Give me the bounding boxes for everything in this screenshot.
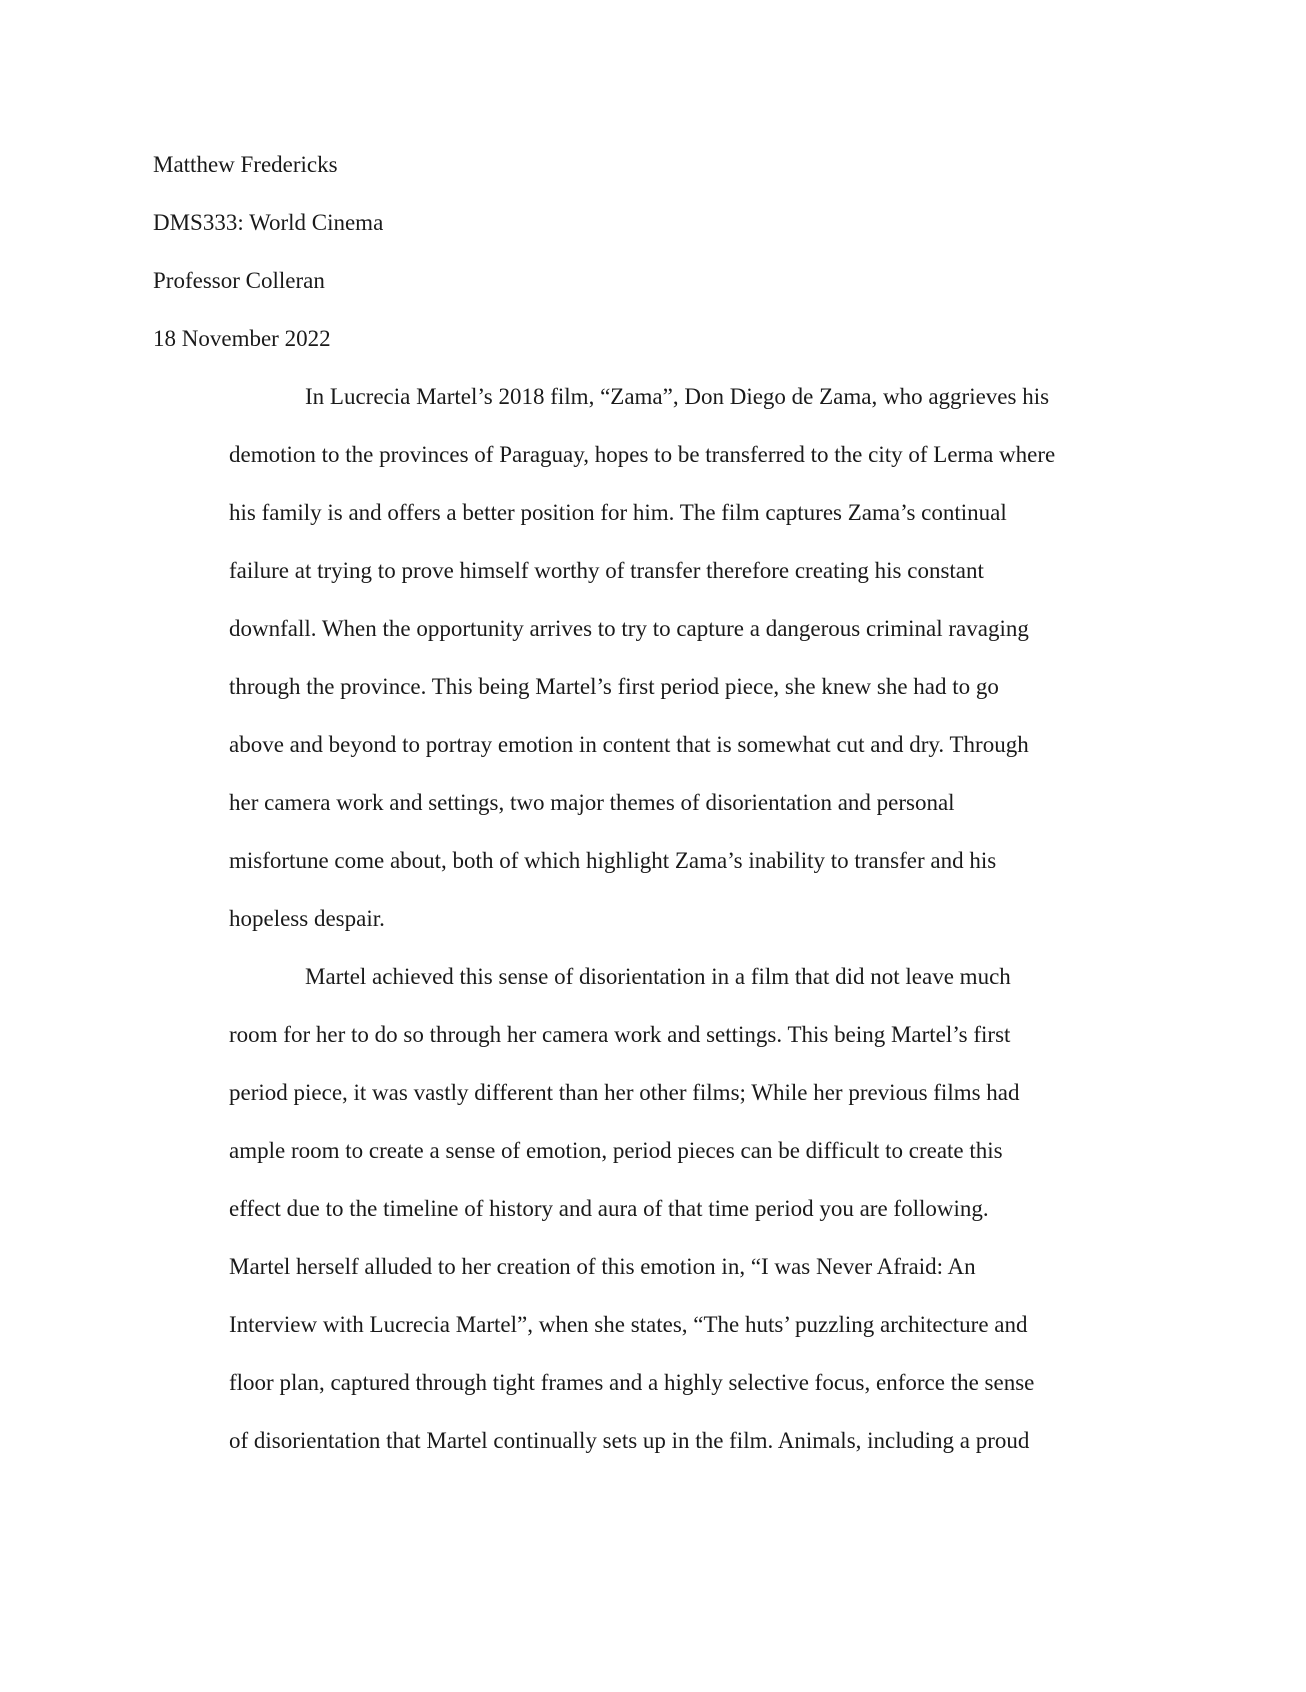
paragraph-2-line: effect due to the timeline of history and aura of that time period you are following. (229, 1196, 989, 1221)
paragraph-2-line: Martel achieved this sense of disorientation in a film that did not leave much (305, 964, 1011, 989)
paragraph-1-line: downfall. When the opportunity arrives to try to capture a dangerous criminal ravaging (229, 616, 1029, 641)
paragraph-2-line: Martel herself alluded to her creation of this emotion in, “I was Never Afraid: An (229, 1254, 976, 1279)
paragraph-2-line: room for her to do so through her camera work and settings. This being Martel’s first (229, 1022, 1011, 1047)
course-name: DMS333: World Cinema (153, 210, 384, 235)
paragraph-2-line: period piece, it was vastly different than her other films; While her previous films had (229, 1080, 1020, 1105)
paragraph-1-line: failure at trying to prove himself worthy of transfer therefore creating his constant (229, 558, 984, 583)
document-date: 18 November 2022 (153, 326, 331, 351)
paragraph-1-line: misfortune come about, both of which highlight Zama’s inability to transfer and his (229, 848, 997, 873)
paragraph-1-line: demotion to the provinces of Paraguay, hopes to be transferred to the city of Lerma where (229, 442, 1056, 467)
professor-name: Professor Colleran (153, 268, 325, 293)
paragraph-1-line: In Lucrecia Martel’s 2018 film, “Zama”, Don Diego de Zama, who aggrieves his (305, 384, 1050, 409)
paragraph-1-line: through the province. This being Martel’s first period piece, she knew she had to go (229, 674, 999, 699)
paragraph-2-line: ample room to create a sense of emotion, period pieces can be difficult to create this (229, 1138, 1003, 1163)
paragraph-2-line: floor plan, captured through tight frames and a highly selective focus, enforce the sense (229, 1370, 1035, 1395)
paragraph-1-line: his family is and offers a better position for him. The film captures Zama’s continual (229, 500, 1007, 525)
paragraph-1-line: her camera work and settings, two major themes of disorientation and personal (229, 790, 955, 815)
paragraph-2-line: of disorientation that Martel continually sets up in the film. Animals, including a proud (229, 1428, 1030, 1453)
paragraph-1-line: hopeless despair. (229, 906, 385, 931)
author-name: Matthew Fredericks (153, 152, 338, 177)
paragraph-1-line: above and beyond to portray emotion in content that is somewhat cut and dry. Through (229, 732, 1029, 757)
paragraph-2-line: Interview with Lucrecia Martel”, when she states, “The huts’ puzzling architecture and (229, 1312, 1028, 1337)
